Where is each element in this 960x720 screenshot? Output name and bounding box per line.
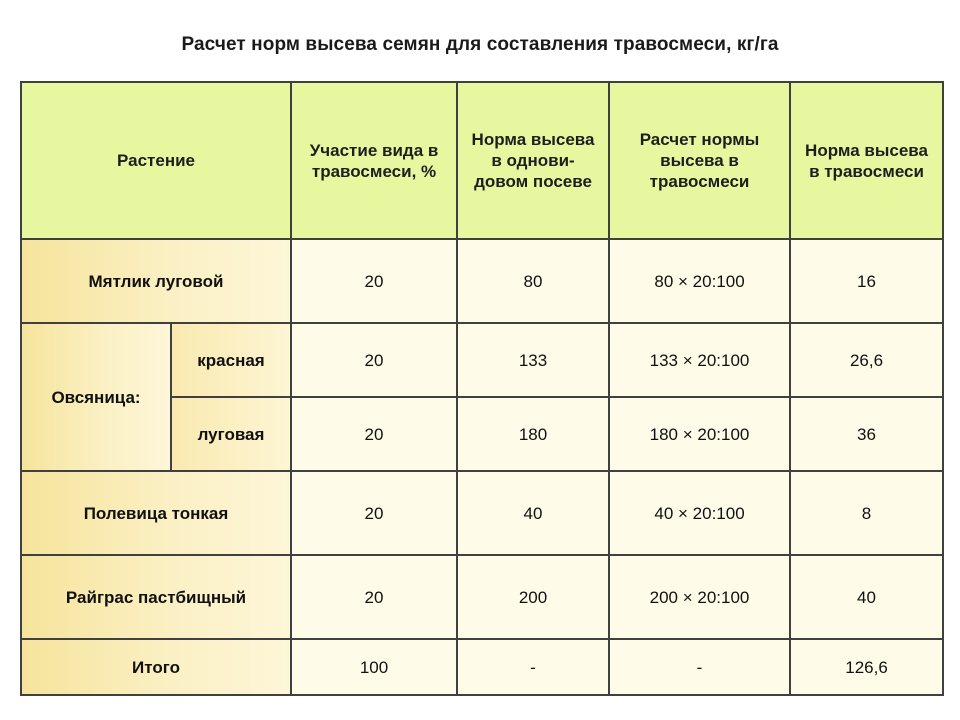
header-rate-single: Норма высева в однови-довом посеве — [457, 82, 609, 239]
rate-single-cell: 40 — [457, 471, 609, 555]
plant-subtype: луговая — [171, 397, 291, 471]
rate-single-cell: 200 — [457, 555, 609, 639]
page-title: Расчет норм высева семян для составления травосмеси, кг/га — [181, 34, 779, 55]
rate-single-cell: 180 — [457, 397, 609, 471]
calc-cell: 180 × 20:100 — [609, 397, 790, 471]
calc-cell: - — [609, 639, 790, 695]
rate-single-cell: 80 — [457, 239, 609, 323]
table-row — [21, 239, 943, 323]
rate-single-cell: 133 — [457, 323, 609, 397]
plant-group-name: Овсяница: — [21, 323, 171, 471]
seeding-rate-table — [20, 81, 944, 696]
table-row — [21, 555, 943, 639]
total-label: Итого — [21, 639, 291, 695]
header-share: Участие вида в травосмеси, % — [291, 82, 457, 239]
plant-name: Райграс пастбищный — [21, 555, 291, 639]
rate-mix-cell: 8 — [790, 471, 943, 555]
table-header-row — [21, 82, 943, 239]
rate-mix-cell: 36 — [790, 397, 943, 471]
calc-cell: 133 × 20:100 — [609, 323, 790, 397]
share-cell: 20 — [291, 397, 457, 471]
rate-mix-cell: 26,6 — [790, 323, 943, 397]
plant-name: Мятлик луговой — [21, 239, 291, 323]
plant-subtype: красная — [171, 323, 291, 397]
rate-mix-cell: 40 — [790, 555, 943, 639]
rate-mix-cell: 16 — [790, 239, 943, 323]
header-plant: Растение — [21, 82, 291, 239]
share-cell: 20 — [291, 239, 457, 323]
calc-cell: 80 × 20:100 — [609, 239, 790, 323]
table-total-row — [21, 639, 943, 695]
header-rate-mix: Норма высева в травосмеси — [790, 82, 943, 239]
header-calc: Расчет нормы высева в травосмеси — [609, 82, 790, 239]
share-cell: 100 — [291, 639, 457, 695]
calc-cell: 200 × 20:100 — [609, 555, 790, 639]
table-row — [21, 323, 943, 397]
table-row — [21, 471, 943, 555]
share-cell: 20 — [291, 555, 457, 639]
rate-single-cell: - — [457, 639, 609, 695]
plant-name: Полевица тонкая — [21, 471, 291, 555]
share-cell: 20 — [291, 471, 457, 555]
rate-mix-cell: 126,6 — [790, 639, 943, 695]
share-cell: 20 — [291, 323, 457, 397]
calc-cell: 40 × 20:100 — [609, 471, 790, 555]
